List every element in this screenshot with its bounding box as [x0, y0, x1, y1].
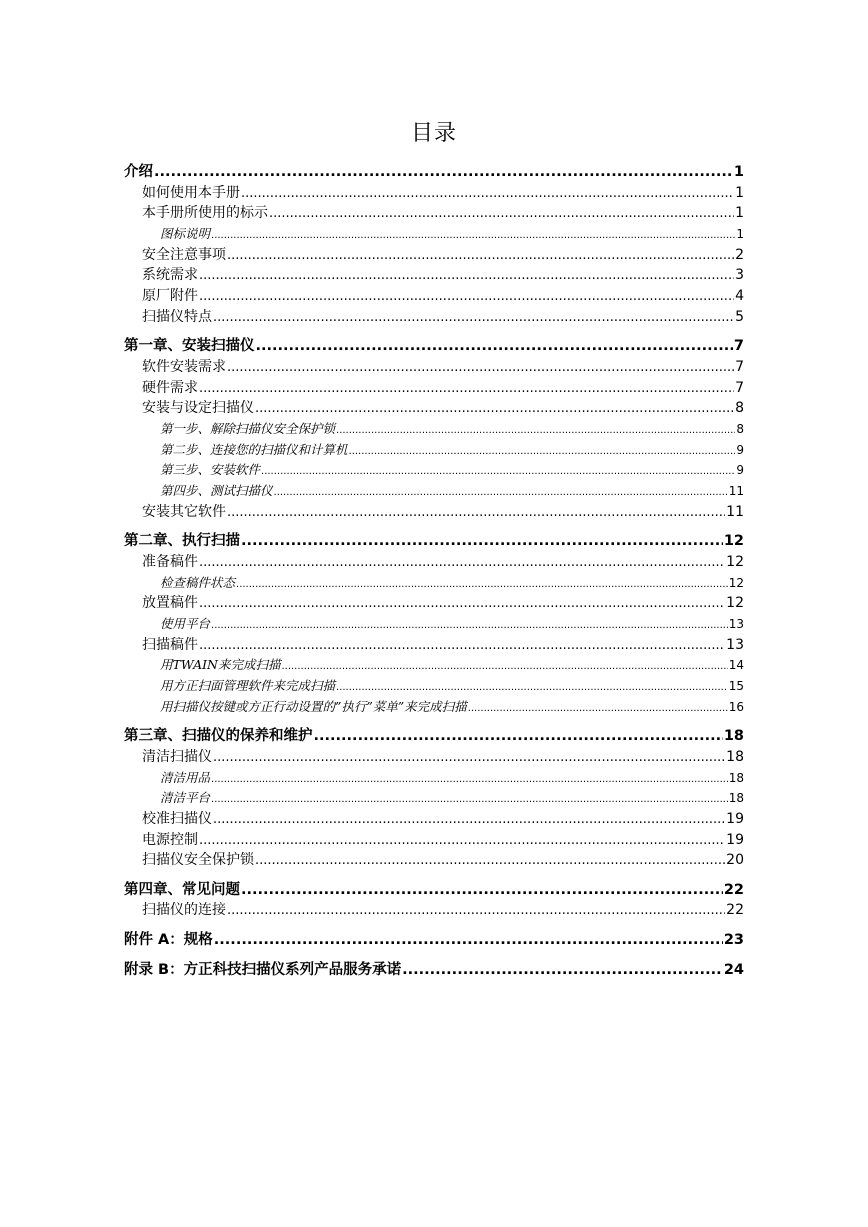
toc-entry[interactable]	[124, 531, 744, 552]
toc-entry[interactable]	[124, 655, 744, 676]
toc-entry-label: 清洁平台	[160, 790, 211, 806]
toc-entry-label: 电源控制	[142, 831, 198, 848]
toc-entry-label: 如何使用本手册	[142, 184, 240, 201]
toc-leader-dots	[211, 616, 728, 635]
toc-entry-page: 20	[726, 852, 744, 869]
toc-entry-page: 13	[728, 616, 744, 631]
toc-entry-label: 软件安装需求	[142, 358, 226, 375]
toc-leader-dots	[199, 553, 725, 573]
toc-entry-label: 原厂附件	[142, 287, 198, 304]
toc-entry-page: 13	[726, 636, 744, 653]
toc-entry[interactable]	[124, 676, 744, 697]
toc-entry[interactable]	[124, 830, 744, 851]
toc-entry-page: 12	[726, 595, 744, 612]
toc-entry-label: 扫描稿件	[142, 636, 198, 653]
toc-entry[interactable]	[124, 593, 744, 614]
toc-entry[interactable]	[124, 481, 744, 502]
toc-entry-label: 附录 B：方正科技扫描仪系列产品服务承诺	[124, 961, 402, 978]
toc-entry-page: 9	[736, 463, 744, 478]
toc-entry-label: 用方正扫面管理软件来完成扫描	[160, 677, 336, 693]
toc-leader-dots	[255, 399, 734, 419]
toc-entry-page: 5	[735, 308, 744, 325]
toc-entry-page: 12	[723, 533, 744, 550]
toc-entry-label: 安装其它软件	[142, 503, 226, 520]
toc-entry[interactable]	[124, 245, 744, 266]
toc-entry-label: 扫描仪的连接	[142, 902, 226, 919]
toc-entry-label: 用TWAIN来完成扫描	[160, 657, 281, 673]
toc-entry[interactable]	[124, 850, 744, 871]
toc-entry-label: 第二章、执行扫描	[124, 533, 240, 550]
toc-entry-page: 22	[726, 902, 744, 919]
toc-leader-dots	[213, 748, 725, 768]
toc-leader-dots	[199, 594, 725, 614]
toc-entry[interactable]	[124, 880, 744, 901]
toc-entry-label: 第四章、常见问题	[124, 881, 240, 898]
toc-leader-dots	[199, 266, 734, 286]
toc-leader-dots	[255, 851, 725, 871]
toc-leader-dots	[199, 636, 725, 656]
toc-entry-label: 第一步、解除扫描仪安全保护锁	[160, 420, 336, 436]
toc-entry[interactable]	[124, 900, 744, 921]
toc-entry[interactable]	[124, 419, 744, 440]
toc-entry-page: 9	[736, 442, 744, 457]
toc-entry-page: 8	[735, 400, 744, 417]
toc-leader-dots	[227, 503, 725, 523]
toc-leader-dots	[199, 379, 734, 399]
toc-entry[interactable]	[124, 440, 744, 461]
toc-leader-dots	[281, 657, 727, 676]
toc-leader-dots	[227, 246, 734, 266]
toc-entry[interactable]	[124, 930, 744, 951]
toc-leader-dots	[349, 442, 736, 461]
toc-entry-label: 硬件需求	[142, 379, 198, 396]
toc-leader-dots	[213, 308, 734, 328]
toc-leader-dots	[227, 358, 734, 378]
toc-entry-label: 第三章、扫描仪的保养和维护	[124, 728, 313, 745]
toc-leader-dots	[256, 336, 733, 357]
toc-entry[interactable]	[124, 378, 744, 399]
toc-entry-label: 安全注意事项	[142, 246, 226, 263]
toc-leader-dots	[211, 770, 728, 789]
toc-entry[interactable]	[124, 552, 744, 573]
toc-entry[interactable]	[124, 726, 744, 747]
page-title: 目录	[410, 121, 457, 146]
toc-entry[interactable]	[124, 502, 744, 523]
toc-entry-label: 用扫描仪按键或方正行动设置的”执行”菜单”来完成扫描	[160, 698, 467, 714]
toc-entry-label: 第三步、安装软件	[160, 462, 261, 478]
toc-entry[interactable]	[124, 614, 744, 635]
toc-entry-label: 介绍	[124, 164, 153, 180]
toc-entry-page: 7	[735, 379, 744, 396]
toc-entry-page: 12	[726, 553, 744, 570]
toc-entry[interactable]	[124, 224, 744, 245]
toc-entry-label: 第四步、测试扫描仪	[160, 482, 273, 498]
toc-leader-dots	[336, 678, 728, 697]
toc-entry-label: 使用平台	[160, 615, 211, 631]
toc-entry[interactable]	[124, 398, 744, 419]
toc-entry-page: 12	[728, 575, 744, 590]
toc-entry-page: 22	[723, 881, 744, 898]
toc-entry-label: 图标说明	[160, 225, 211, 241]
toc-entry-page: 3	[735, 267, 744, 284]
table-of-contents	[124, 162, 744, 980]
toc-entry-page: 1	[735, 184, 744, 201]
toc-entry-page: 1	[736, 226, 744, 241]
toc-entry-label: 准备稿件	[142, 553, 198, 570]
toc-entry-label: 检查稿件状态	[160, 574, 236, 590]
toc-entry[interactable]	[124, 697, 744, 718]
toc-entry-page: 18	[726, 748, 744, 765]
toc-leader-dots	[227, 901, 725, 921]
toc-entry[interactable]	[124, 960, 744, 981]
toc-entry-label: 第二步、连接您的扫描仪和计算机	[160, 441, 348, 457]
toc-entry-page: 4	[735, 287, 744, 304]
toc-entry-page: 18	[723, 728, 744, 745]
toc-leader-dots	[241, 184, 734, 204]
toc-leader-dots	[241, 531, 723, 552]
toc-entry[interactable]	[124, 357, 744, 378]
toc-entry-page: 15	[728, 678, 744, 693]
toc-entry-page: 1	[735, 205, 744, 222]
toc-entry-page: 16	[728, 699, 744, 714]
toc-leader-dots	[199, 831, 725, 851]
toc-entry[interactable]	[124, 768, 744, 789]
toc-entry-label: 系统需求	[142, 267, 198, 284]
toc-entry-label: 附件 A：规格	[124, 932, 213, 949]
toc-entry-page: 7	[733, 338, 744, 355]
toc-entry[interactable]	[124, 286, 744, 307]
toc-entry[interactable]	[124, 336, 744, 357]
toc-leader-dots	[214, 930, 723, 951]
toc-leader-dots	[336, 421, 735, 440]
toc-entry-label: 扫描仪安全保护锁	[142, 852, 254, 869]
toc-entry[interactable]	[124, 460, 744, 481]
toc-entry-page: 24	[723, 961, 744, 978]
toc-leader-dots	[211, 226, 735, 245]
toc-leader-dots	[213, 810, 725, 830]
toc-entry-page: 19	[726, 810, 744, 827]
toc-leader-dots	[274, 483, 728, 502]
toc-entry-page: 23	[723, 932, 744, 949]
toc-leader-dots	[211, 790, 728, 809]
toc-leader-dots	[314, 726, 723, 747]
toc-leader-dots	[241, 880, 723, 901]
toc-entry[interactable]	[124, 747, 744, 768]
toc-entry-page: 8	[736, 421, 744, 436]
toc-entry[interactable]	[124, 203, 744, 224]
toc-entry-page: 11	[728, 483, 744, 498]
toc-leader-dots	[269, 204, 734, 224]
toc-entry[interactable]	[124, 573, 744, 594]
toc-entry-label: 扫描仪特点	[142, 308, 212, 325]
toc-entry-label: 本手册所使用的标示	[142, 205, 268, 222]
toc-entry[interactable]	[124, 307, 744, 328]
toc-entry-page: 18	[728, 770, 744, 785]
toc-entry-label: 清洁扫描仪	[142, 748, 212, 765]
toc-entry-label: 安装与设定扫描仪	[142, 400, 254, 417]
toc-entry[interactable]	[124, 809, 744, 830]
toc-entry[interactable]	[124, 162, 744, 183]
toc-entry[interactable]	[124, 788, 744, 809]
toc-leader-dots	[236, 575, 728, 594]
toc-entry-page: 18	[728, 791, 744, 806]
toc-leader-dots	[154, 162, 733, 183]
toc-leader-dots	[261, 462, 735, 481]
toc-entry-label: 放置稿件	[142, 595, 198, 612]
toc-leader-dots	[199, 287, 734, 307]
toc-leader-dots	[402, 960, 723, 981]
toc-entry-page: 2	[735, 246, 744, 263]
toc-leader-dots	[468, 699, 728, 718]
toc-entry-page: 19	[726, 831, 744, 848]
toc-entry-label: 校准扫描仪	[142, 810, 212, 827]
toc-entry[interactable]	[124, 265, 744, 286]
toc-entry-label: 清洁用品	[160, 769, 211, 785]
toc-entry-label: 第一章、安装扫描仪	[124, 338, 255, 355]
toc-entry-page: 1	[733, 164, 744, 180]
toc-entry-page: 11	[726, 503, 744, 520]
toc-entry-page: 14	[728, 658, 744, 673]
toc-entry[interactable]	[124, 183, 744, 204]
toc-entry-page: 7	[735, 358, 744, 375]
toc-entry[interactable]	[124, 635, 744, 656]
